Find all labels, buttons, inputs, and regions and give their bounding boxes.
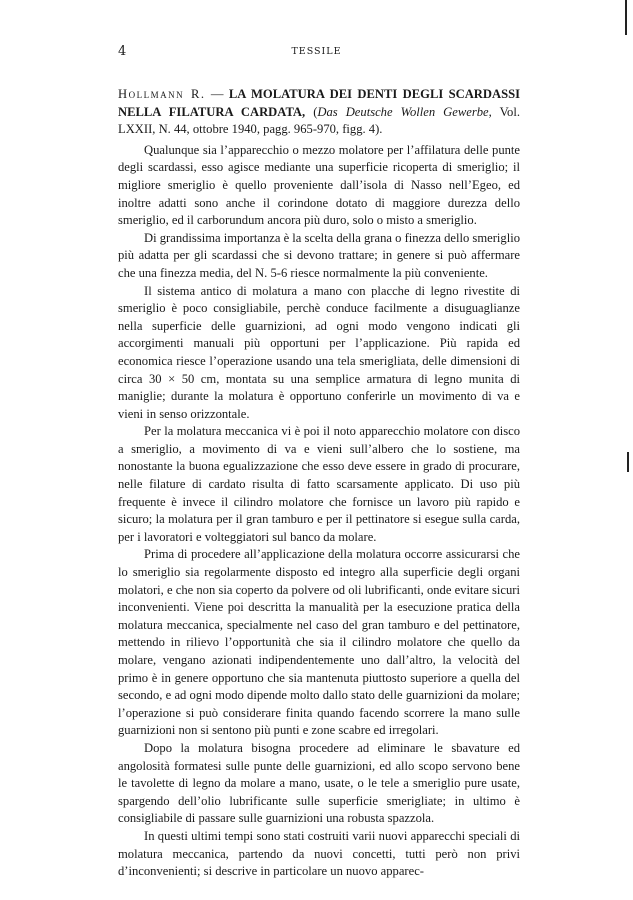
bibliographic-reference xyxy=(118,86,520,139)
reference-dash: — xyxy=(205,87,229,101)
reference-source: Das Deutsche Wollen Gewerbe, xyxy=(317,104,492,119)
running-header xyxy=(118,44,515,60)
reference-details: Vol. LXXII, N. 44, ottobre 1940, pagg. 965-970, figg. 4). xyxy=(118,104,520,137)
text-column xyxy=(118,86,520,881)
scan-edge-mark xyxy=(625,0,627,35)
reference-open: ( xyxy=(305,104,318,119)
reference-author: Hollmann R. xyxy=(118,87,206,101)
paragraph: Il sistema antico di molatura a mano con placche di legno rivestite di smeriglio è poco consigliabile, perchè conduce facilmente a disuguaglianze nella superficie delle guarnizioni, ad ogni modo vengono indicati gli accorgimenti manuali più opportuni per l’applicazione. Più rapida ed economica riesce l’operazione usando una tela smerigliata, delle dimensioni di circa 30 × 50 cm, montata su una semplice armatura di legno munita di maniglie; durante la molatura è opportuno conferirle un movimento di va e vieni in senso orizzontale. xyxy=(118,283,520,421)
paragraph: In questi ultimi tempi sono stati costruiti varii nuovi apparecchi speciali di molatura meccanica, partendo da nuovi concetti, tutti però non privi d’inconvenienti; si descrive in particolare un nuovo apparec- xyxy=(118,828,520,879)
paragraph: Qualunque sia l’apparecchio o mezzo molatore per l’affilatura delle punte degli scardassi, esso agisce mediante una superficie ricoperta di smeriglio; il migliore smeriglio è quello proveniente dall’isola di Nasso nell’Egeo, ed inoltre adatti sono anche il corindone dotato di maggiore durezza dello smeriglio, ed il carborundum ancora più duro, solo o misto a smeriglio. xyxy=(118,142,520,228)
paragraph: Di grandissima importanza è la scelta della grana o finezza dello smeriglio più adatta per gli scardassi che si devono trattare; in genere si può affermare che una finezza media, del N. 5-6 riesce normalmente la più conveniente. xyxy=(118,230,520,280)
page-number: 4 xyxy=(118,44,127,59)
running-title: TESSILE xyxy=(291,46,342,57)
paragraph: Per la molatura meccanica vi è poi il noto apparecchio molatore con disco a smeriglio, a movimento di va e vieni sull’albero che lo sostiene, ma nonostante la buona egualizzazione che esso deve essere in grado di procurare, nelle filature di cardato risulta di fatto scarsamente applicato. Di uso più frequente è invece il cilindro molatore che fornisce un lavoro più rapido e sicuro; la molatura per il gran tamburo e per il pettinatore si esegue sulla carda, per i lavoratori e volteggiatori sul banco da molare. xyxy=(118,424,520,544)
paragraph: Dopo la molatura bisogna procedere ad eliminare le sbavature ed angolosità formatesi sulle punte delle guarnizioni, ed allo scopo servono bene le tavolette di legno da molare a mano, usate, o le tele a smeriglio pure usate, spargendo dell’olio lubrificante sulle superficie smerigliate; in ultimo è consigliabile di passare sulle guarnizioni una robusta spazzola. xyxy=(118,740,520,826)
reference-title: LA MOLATURA DEI DENTI DEGLI SCARDASSI NELLA FILATURA CARDATA, xyxy=(118,87,521,119)
scan-edge-mark xyxy=(627,452,629,472)
paragraph: Prima di procedere all’applicazione della molatura occorre assicurarsi che lo smeriglio sia regolarmente disposto ed integro alla superficie degli organi molatori, e che non sia coperto da polvere od oli lubrificanti, onde evitare sicuri inconvenienti. Viene poi descritta la manualità per la esecuzione pratica della molatura meccanica, specialmente nel caso del gran tamburo e del pettinatore, mettendo in rilievo l’opportunità che sia il cilindro molatore che quello da molare, vengano azionati indipendentemente uno dall’altro, la velocità del primo è in genere opportuno che sia mantenuta piuttosto superiore a quella del secondo, e ad ogni modo dipende molto dallo stato delle guarnizioni da molare; l’operazione si può considerare finita quando facendo scorrere la mano sulle guarnizioni non si sentono più punti e zone scabre ed irregolari. xyxy=(118,547,520,738)
